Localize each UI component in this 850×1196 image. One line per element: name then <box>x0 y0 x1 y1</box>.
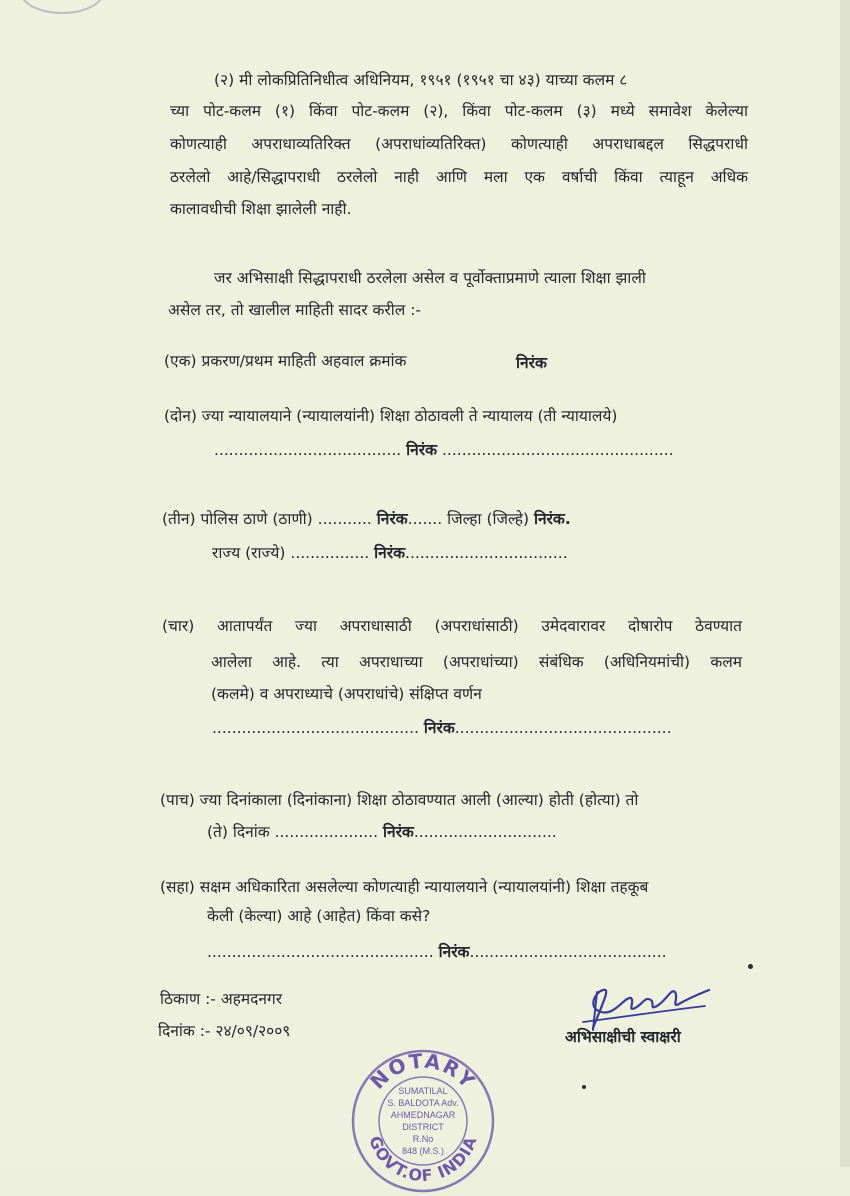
item3-row1 <box>162 509 571 529</box>
ink-dot <box>748 964 753 969</box>
item2-value: निरंक <box>406 441 438 459</box>
item5-dots-before: ..................... <box>274 823 379 841</box>
item6-fill <box>207 942 667 962</box>
item6-dots-after: ........................................ <box>469 943 667 961</box>
item5-dots-after: ............................. <box>413 823 557 841</box>
item3-period: . <box>564 510 571 528</box>
item2-dots-after: ............................................... <box>441 441 674 459</box>
notary-stamp <box>348 1046 498 1196</box>
item3-state-label: राज्य (राज्ये) <box>212 544 286 562</box>
stamp-top-text: NOTARY <box>365 1048 481 1094</box>
item1-label: (एक) प्रकरण/प्रथम माहिती अहवाल क्रमांक <box>164 352 407 370</box>
intro-line1: जर अभिसाक्षी सिद्धापराधी ठरलेला असेल व पूर्वोक्ताप्रमाणे त्याला शिक्षा झाली <box>214 269 646 287</box>
stamp-line1: SUMATILAL <box>398 1086 448 1096</box>
item6-value: निरंक <box>438 943 470 961</box>
stamp-line5: R.No <box>412 1134 434 1144</box>
stamp-line3: AHMEDNAGAR <box>390 1110 456 1120</box>
signature-label: अभिसाक्षीची स्वाक्षरी <box>565 1028 681 1046</box>
item6-line1: (सहा) सक्षम अधिकारिता असलेल्या कोणत्याही न्यायालयाने (न्यायालयांनी) शिक्षा तहकूब <box>160 878 649 896</box>
stamp-line4: DISTRICT <box>402 1122 444 1132</box>
handwritten-signature <box>575 978 715 1038</box>
item2-label: (दोन) ज्या न्यायालयाने (न्यायालयांनी) शिक्षा ठोठावली ते न्यायालय (ती न्यायालये) <box>164 407 618 425</box>
item3-dots4: ................................. <box>405 544 568 562</box>
item3-state-value: निरंक <box>374 544 406 562</box>
page-edge <box>840 0 850 1167</box>
item3-dots2: ....... <box>407 510 443 528</box>
item3-dots1: ........... <box>317 510 372 528</box>
item6-dots-before: .............................................. <box>207 943 434 961</box>
para2-line2: च्या पोट-कलम (१) किंवा पोट-कलम (२), किंवा पोट-कलम (३) मध्ये समावेश केलेल्या <box>170 102 748 120</box>
item4-line2: आलेला आहे. त्या अपराधाच्या (अपराधांच्या) संबंधिक (अधिनियमांची) कलम <box>211 653 742 671</box>
stamp-bottom-text: GOVT.OF INDIA <box>365 1133 481 1186</box>
item3-district-label: जिल्हा (जिल्हे) <box>447 510 529 528</box>
footer-date: दिनांक :- २४/०९/२००९ <box>158 1022 291 1040</box>
para2-line3: कोणत्याही अपराधाव्यतिरिक्त (अपराधांव्यतिरिक्त) कोणत्याही अपराधाबद्दल सिद्धपराधी <box>170 135 748 153</box>
para2-line1: (२) मी लोकप्रितिनिधीत्व अधिनियम, १९५१ (१९५१ चा ४३) याच्या कलम ८ <box>214 71 628 89</box>
item3-row2 <box>212 543 568 563</box>
item5-line2-row <box>207 822 557 842</box>
item3-police-value: निरंक <box>376 510 408 528</box>
item3-label: (तीन) पोलिस ठाणे (ठाणी) <box>162 510 313 528</box>
item5-line1: (पाच) ज्या दिनांकाला (दिनांकाना) शिक्षा ठोठावण्यात आली (आल्या) होती (होत्या) तो <box>160 791 639 809</box>
stamp-line6: 848 (M.S.) <box>401 1146 445 1156</box>
para2-line5: कालावधीची शिक्षा झालेली नाही. <box>170 200 352 218</box>
item4-line3: (कलमे) व अपराध्याचे (अपराधांचे) संक्षिप्त वर्णन <box>211 685 482 703</box>
footer-place: ठिकाण :- अहमदनगर <box>160 990 283 1008</box>
item4-value: निरंक <box>423 719 455 737</box>
item4-dots-before: .......................................... <box>212 719 419 737</box>
item2-fill <box>214 440 674 460</box>
intro-line2: असेल तर, तो खालील माहिती सादर करील :- <box>168 301 422 319</box>
item1-value: निरंक <box>516 354 547 372</box>
item3-district-value: निरंक <box>533 510 565 528</box>
item2-dots-before: ...................................... <box>214 441 402 459</box>
ink-dot-2 <box>582 1085 586 1089</box>
item4-dots-after: ............................................ <box>454 719 672 737</box>
item4-line1: (चार) आतापर्यंत ज्या अपराधासाठी (अपराधांसाठी) उमेदवारावर दोषारोप ठेवण्यात <box>162 617 742 635</box>
item5-value: निरंक <box>382 823 414 841</box>
para2-line4: ठरलेलो आहे/सिद्धापराधी ठरलेलो नाही आणि मला एक वर्षाची किंवा त्याहून अधिक <box>170 168 748 186</box>
stamp-line2: S. BALDOTA Adv. <box>387 1098 459 1108</box>
item6-line2: केली (केल्या) आहे (आहेत) किंवा कसे? <box>207 907 431 925</box>
item3-dots3: ................ <box>290 544 370 562</box>
item5-line2: (ते) दिनांक <box>207 823 270 841</box>
item4-fill <box>212 718 672 738</box>
